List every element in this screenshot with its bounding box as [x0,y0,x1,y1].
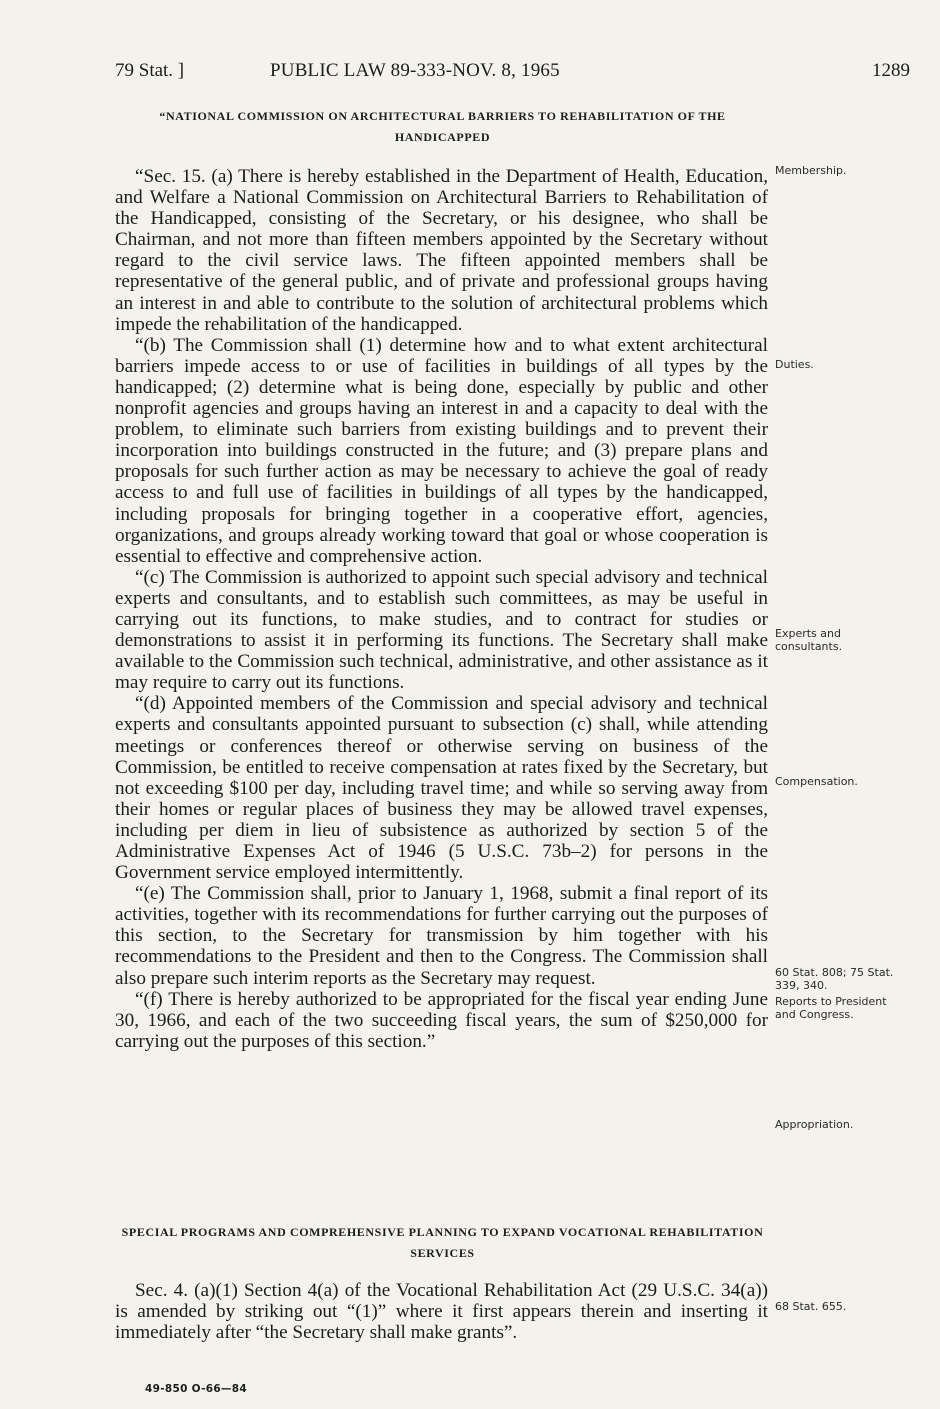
paragraph-e: “(e) The Commission shall, prior to January 1, 1968, submit a final report of its activities, together with its recommendations for further carrying out the purposes of this section, to the Secretary for transmission by him together with his recommendations to the President and then to the Congress. The Commission shall also prepare such interim reports as the Secretary may request. [115,883,768,989]
paragraph-a: “Sec. 15. (a) There is hereby established in the Department of Health, Education, and Welfare a National Commission on Architectural Barriers to Rehabilitation of the Handicapped, consisting of the Secretary, or his designee, who shall be Chairman, and not more than fifteen members appointed by the Secretary without regard to the civil service laws. The fifteen appointed members shall be representative of the general public, and of private and professional groups having an interest in and able to contribute to the solution of architectural problems which impede the rehabilitation of the handicapped. [115,166,768,335]
paragraph-b: “(b) The Commission shall (1) determine how and to what extent architectural barriers impede access to or use of facilities in buildings of all types by the handicapped; (2) determine what is being done, especially by public and other nonprofit agencies and groups having an interest in and a capacity to deal with the problem, to eliminate such barriers from existing buildings and to prevent their incorporation into buildings constructed in the future; and (3) prepare plans and proposals for such further action as may be necessary to achieve the goal of ready access to and full use of facilities in buildings of all types by the handicapped, including proposals for bringing together in a cooperative effort, agencies, organizations, and groups already working toward that goal or whose cooperation is essential to effective and comprehensive action. [115,334,768,567]
stat-volume: 79 Stat. ] [115,60,185,81]
margin-note-membership: Membership. [775,164,847,177]
paragraph-f: “(f) There is hereby authorized to be appropriated for the fiscal year ending June 30, 1966, and each of the two succeeding fiscal years, the sum of $250,000 for carrying out the purposes of this section.” [115,988,768,1052]
margin-note-appropriation: Appropriation. [775,1118,854,1131]
margin-note-compensation: Compensation. [775,775,858,788]
margin-note-citation-2: 68 Stat. 655. [775,1300,847,1313]
margin-note-citation-1: 60 Stat. 808; 75 Stat. 339, 340. [775,966,894,992]
page-header [115,60,910,90]
section-15-heading: “NATIONAL COMMISSION ON ARCHITECTURAL BARRIERS TO REHABILITATION OF THE HANDICAPPED [159,109,726,144]
printer-code: 49-850 O-66—84 [145,1383,247,1395]
section-4-paragraph-a: Sec. 4. (a)(1) Section 4(a) of the Vocational Rehabilitation Act (29 U.S.C. 34(a)) is amended by striking out “(1)” where it first appears therein and inserting it immediately after “the Secretary shall make grants”. [115,1280,768,1344]
section-15-body [115,166,768,1052]
paragraph-d: “(d) Appointed members of the Commission and special advisory and technical experts and consultants appointed pursuant to subsection (c) shall, while attending meetings or conferences thereof or otherwise serving on business of the Commission, be entitled to receive compensation at rates fixed by the Secretary, but not exceeding $100 per day, including travel time; and while so serving away from their homes or regular places of business they may be allowed travel expenses, including per diem in lieu of subsistence as authorized by section 5 of the Administrative Expenses Act of 1946 (5 U.S.C. 73b–2) for persons in the Government service employed intermittently. [115,693,768,884]
page-title: PUBLIC LAW 89-333-NOV. 8, 1965 [270,60,560,81]
margin-note-reports: Reports to President and Congress. [775,995,887,1021]
page-number: 1289 [872,60,910,81]
margin-note-experts: Experts and consultants. [775,627,843,653]
section-4-body [115,1280,768,1343]
section-4-heading: SPECIAL PROGRAMS AND COMPREHENSIVE PLANNING TO EXPAND VOCATIONAL REHABILITATION SERVICES [121,1225,764,1260]
paragraph-c: “(c) The Commission is authorized to appoint such special advisory and technical experts and consultants, and to establish such committees, as may be useful in carrying out its functions, to make studies, and to contract for studies or demonstrations to assist it in performing its functions. The Secretary shall make available to the Commission such technical, administrative, and other assistance as it may require to carry out its functions. [115,566,768,694]
margin-note-duties: Duties. [775,358,814,371]
